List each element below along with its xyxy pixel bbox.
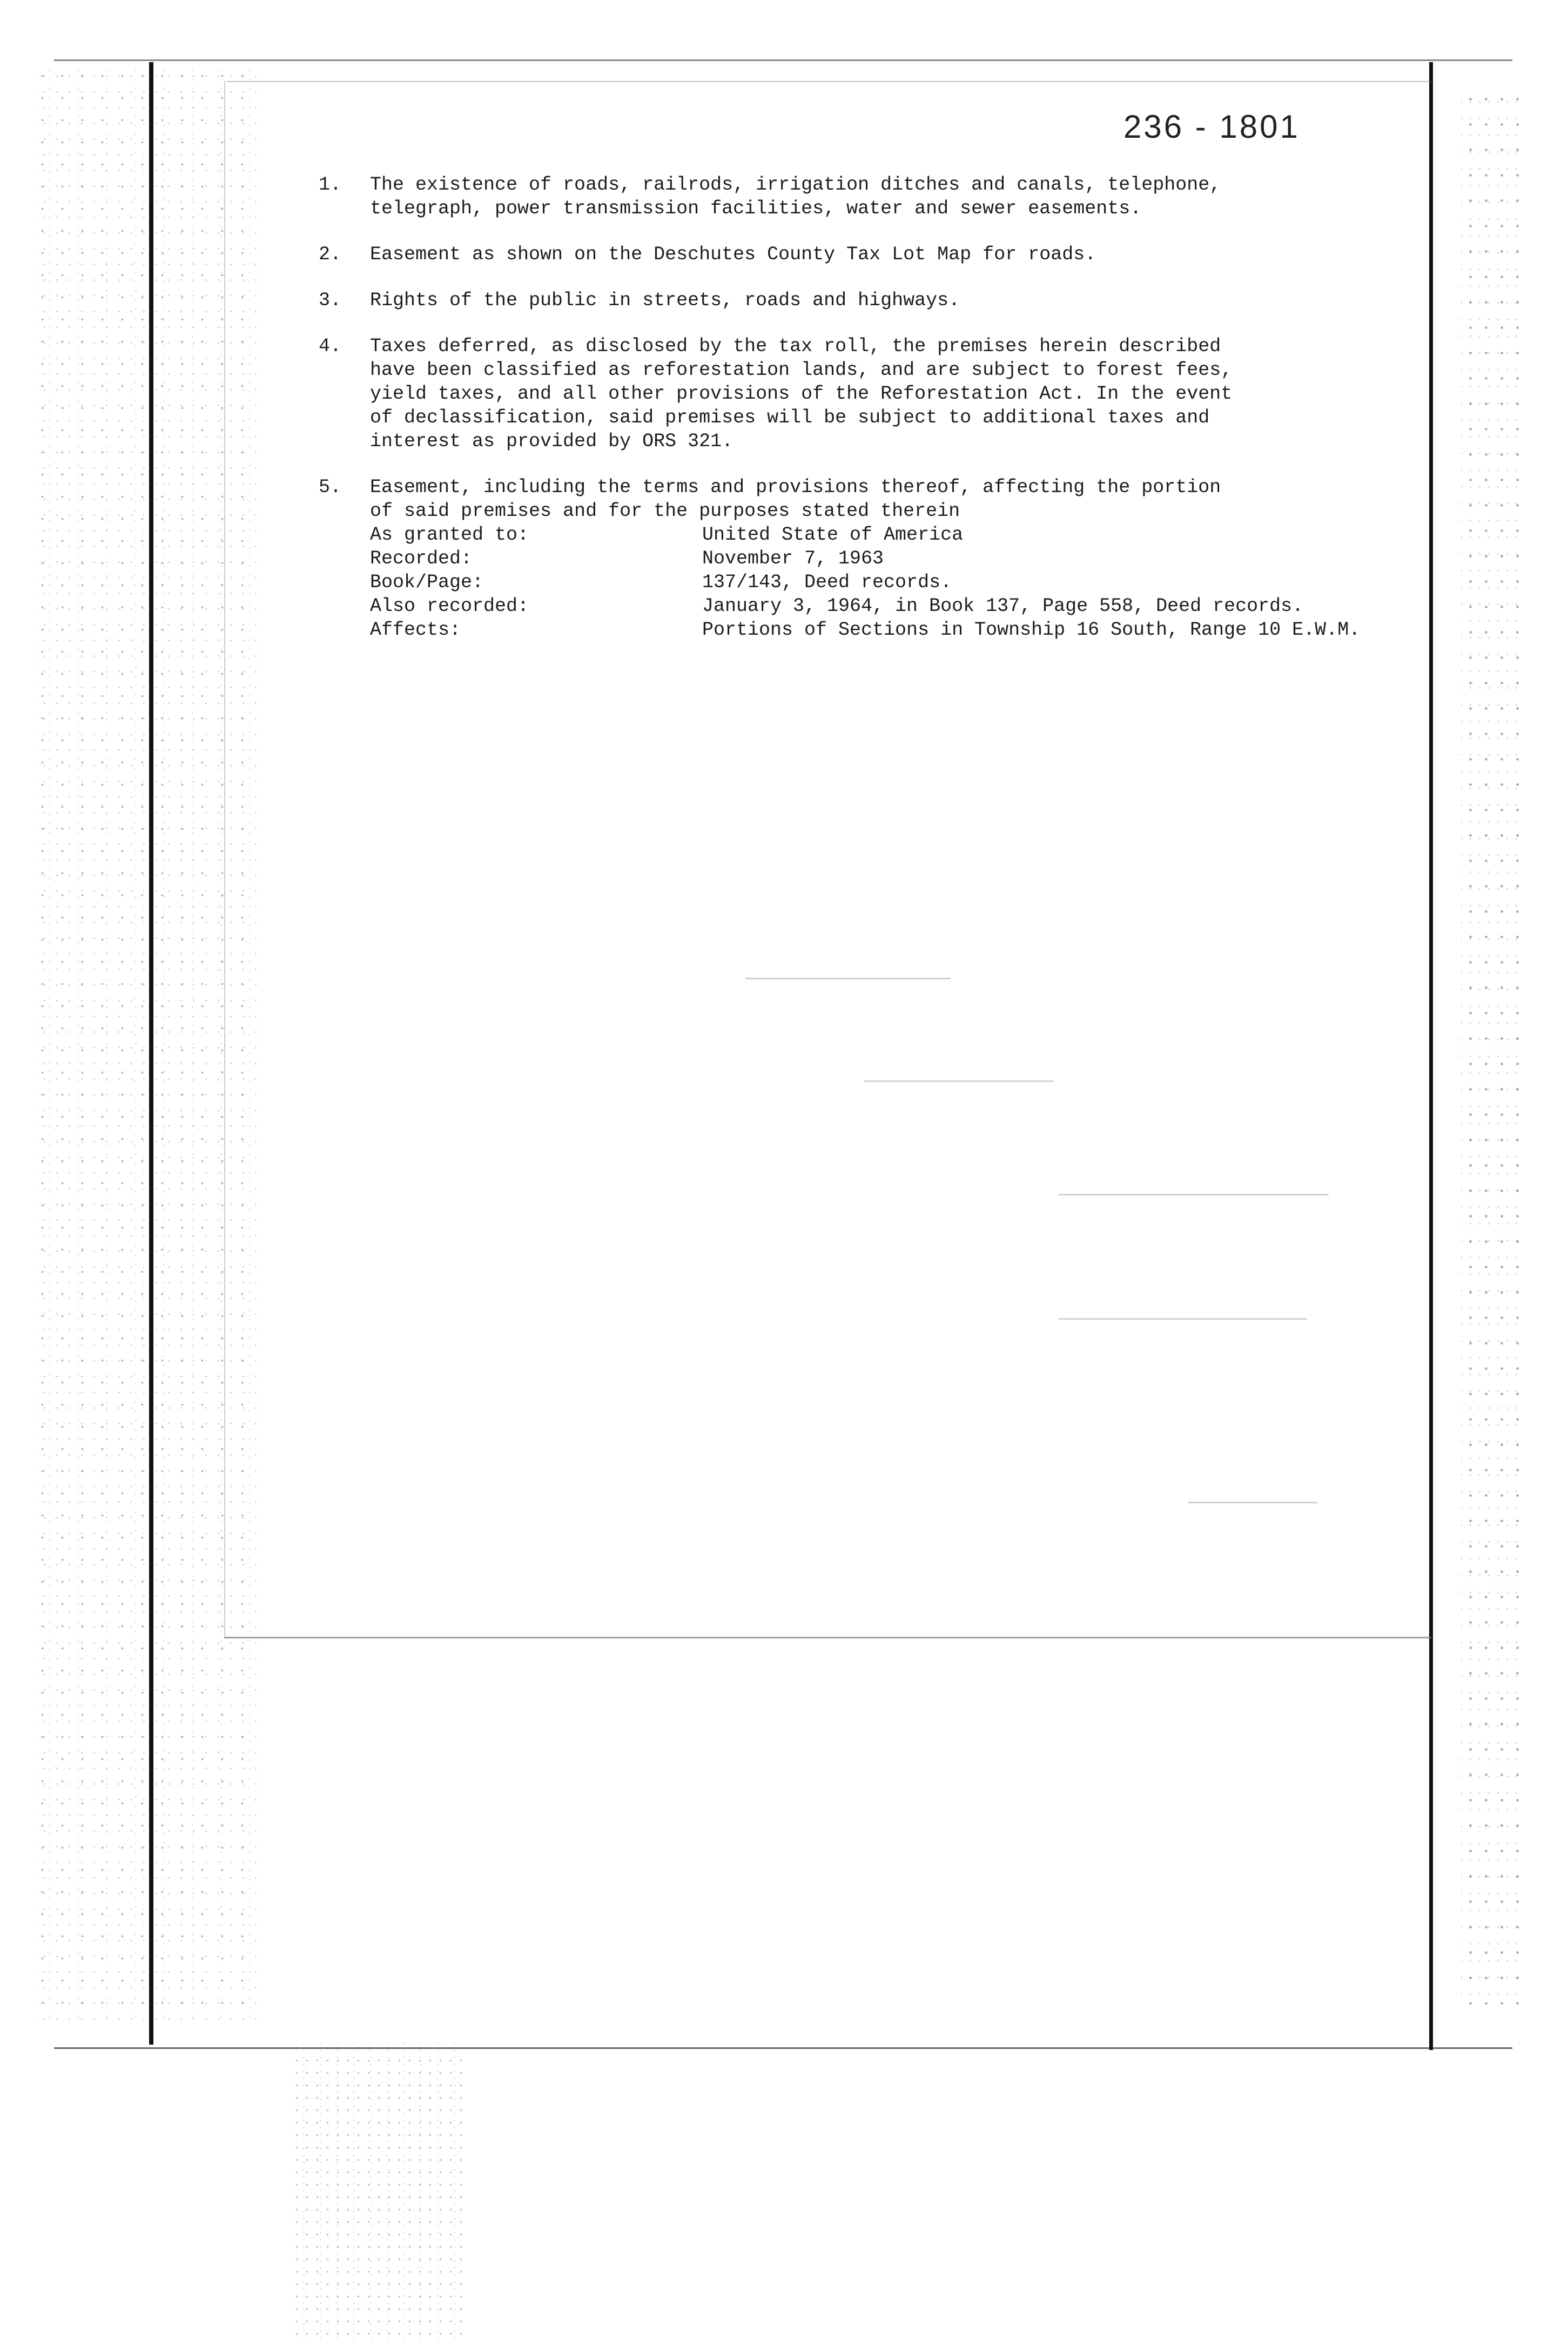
item-number: 2. xyxy=(319,244,342,265)
item-text: The existence of roads, railrods, irrigation ditches and canals, telephone, telegraph, power transmission facilities, water and sewer easements. xyxy=(370,174,1221,219)
faint-mark xyxy=(1059,1318,1307,1320)
list-item xyxy=(319,243,1410,266)
scan-noise-bottom xyxy=(292,2042,470,2344)
faint-mark xyxy=(745,978,951,979)
frame-top-line xyxy=(54,59,1512,61)
frame-bottom-line xyxy=(54,2047,1512,2049)
item-text: Easement as shown on the Deschutes County Tax Lot Map for roads. xyxy=(370,244,1096,265)
document-number: 236 - 1801 xyxy=(1123,109,1300,145)
item-text: Taxes deferred, as disclosed by the tax roll, the premises herein described have been classified as reforestation lands, and are subject to forest fees, yield taxes, and all other provisions of the Reforestation Act. In the event of declassification, said premises will be subject to additional taxes and interest as provided by ORS 321. xyxy=(370,335,1233,452)
easement-fields xyxy=(370,523,1410,642)
field-label: Affects: xyxy=(370,619,461,641)
scan-noise-right xyxy=(1461,86,1520,2010)
field-row xyxy=(370,618,1410,642)
faint-mark xyxy=(1059,1194,1329,1195)
faint-mark xyxy=(1188,1502,1318,1503)
field-row xyxy=(370,594,1410,618)
field-row xyxy=(370,570,1410,594)
item-text: Easement, including the terms and provisions thereof, affecting the portion of said premises and for the purposes stated therein xyxy=(370,476,1221,522)
inner-box-left-line xyxy=(224,81,225,1637)
item-number: 4. xyxy=(319,335,342,357)
field-label: Recorded: xyxy=(370,548,473,569)
field-value: November 7, 1963 xyxy=(702,548,884,569)
list-item xyxy=(319,475,1410,642)
faint-mark xyxy=(864,1080,1053,1082)
field-label: Book/Page: xyxy=(370,572,484,593)
inner-box-top-line xyxy=(227,81,1431,82)
scan-noise-left xyxy=(32,65,259,2020)
field-value: January 3, 1964, in Book 137, Page 558, Deed records. xyxy=(702,595,1304,617)
field-value: Portions of Sections in Township 16 South, Range 10 E.W.M. xyxy=(702,619,1361,641)
field-value: 137/143, Deed records. xyxy=(702,572,952,593)
item-number: 3. xyxy=(319,290,342,311)
exceptions-list xyxy=(319,173,1410,664)
frame-left-line xyxy=(149,62,153,2045)
frame-right-line xyxy=(1429,62,1433,2050)
field-row xyxy=(370,547,1410,570)
list-item xyxy=(319,173,1410,220)
field-label: As granted to: xyxy=(370,524,529,546)
field-label: Also recorded: xyxy=(370,595,529,617)
item-number: 1. xyxy=(319,174,342,196)
inner-box-bottom-line xyxy=(224,1637,1431,1638)
field-value: United State of America xyxy=(702,524,964,546)
list-item xyxy=(319,288,1410,312)
list-item xyxy=(319,334,1410,453)
item-text: Rights of the public in streets, roads and highways. xyxy=(370,290,960,311)
item-number: 5. xyxy=(319,476,342,498)
field-row xyxy=(370,523,1410,547)
